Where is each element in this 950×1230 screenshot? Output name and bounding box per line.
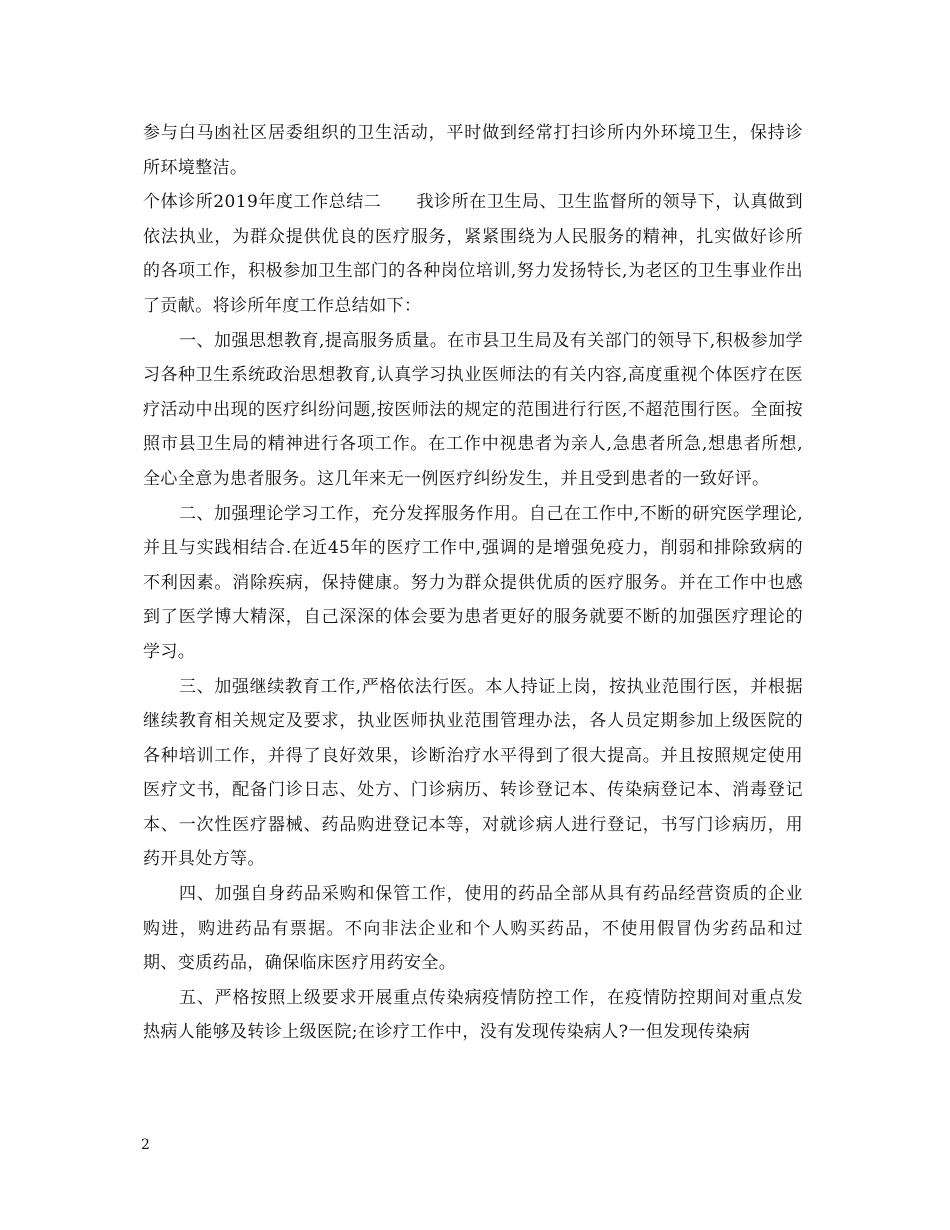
paragraph-section-two-intro: 个体诊所2019年度工作总结二 我诊所在卫生局、卫生监督所的领导下，认真做到依法执业，为群众提供优良的医疗服务，紧紧围绕为人民服务的精神，扎实做好诊所的各项工作，积极参加卫生部门的各种岗位培训,努力发扬特长,为老区的卫生事业作出了贡献。将诊所年度工作总结如下： xyxy=(143,192,803,316)
paragraph-continuation: 参与白马凼社区居委组织的卫生活动，平时做到经常打扫诊所内外环境卫生，保持诊所环境整洁。 xyxy=(143,123,803,178)
paragraph-item-four: 四、加强自身药品采购和保管工作，使用的药品全部从具有药品经营资质的企业购进，购进药品有票据。不向非法企业和个人购买药品，不使用假冒伪劣药品和过期、变质药品，确保临床医疗用药安全。 xyxy=(143,884,803,974)
paragraph-item-one: 一、加强思想教育,提高服务质量。在市县卫生局及有关部门的领导下,积极参加学习各种卫生系统政治思想教育,认真学习执业医师法的有关内容,高度重视个体医疗在医疗活动中出现的医疗纠纷问题,按医师法的规定的范围进行行医,不超范围行医。全面按照市县卫生局的精神进行各项工作。在工作中视患者为亲人,急患者所急,想患者所想, 全心全意为患者服务。这几年来无一例医疗纠纷发生，并且受到患者的一致好评。 xyxy=(143,330,803,489)
body-text xyxy=(143,116,803,1050)
page-number: 2 xyxy=(141,1137,150,1153)
paragraph-item-three: 三、加强继续教育工作,严格依法行医。本人持证上岗，按执业范围行医，并根据继续教育相关规定及要求，执业医师执业范围管理办法，各人员定期参加上级医院的各种培训工作，并得了良好效果，诊断治疗水平得到了很大提高。并且按照规定使用医疗文书，配备门诊日志、处方、门诊病历、转诊登记本、传染病登记本、消毒登记本、一次性医疗器械、药品购进登记本等，对就诊病人进行登记，书写门诊病历，用药开具处方等。 xyxy=(143,676,803,870)
paragraph-item-five: 五、严格按照上级要求开展重点传染病疫情防控工作，在疫情防控期间对重点发热病人能够及转诊上级医院;在诊疗工作中，没有发现传染病人?一但发现传染病 xyxy=(143,987,803,1043)
paragraph-item-two: 二、加强理论学习工作，充分发挥服务作用。自己在工作中,不断的研究医学理论,并且与实践相结合.在近45年的医疗工作中,强调的是增强免疫力，削弱和排除致病的不利因素。消除疾病，保持健康。努力为群众提供优质的医疗服务。并在工作中也感到了医学博大精深，自己深深的体会要为患者更好的服务就要不断的加强医疗理论的学习。 xyxy=(143,503,803,662)
